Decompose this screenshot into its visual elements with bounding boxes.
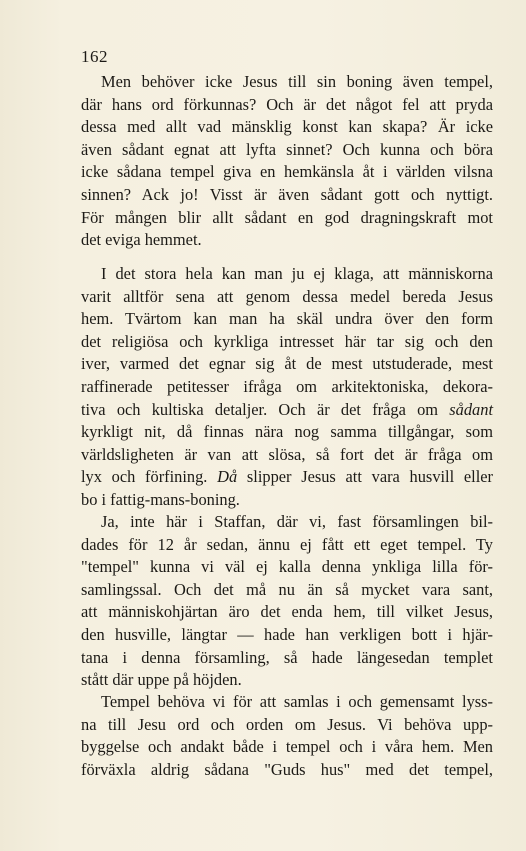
text-line: raffinerade petitesser ifråga om arkitektoniska, dekora- — [81, 376, 493, 396]
text-line: det religiösa och kyrkliga intresset här tar sig och den — [81, 331, 493, 351]
text-line — [81, 399, 493, 422]
emphasized-word: Då — [217, 467, 238, 487]
text-line: dessa med allt vad mänsklig konst kan skapa? Är icke — [81, 117, 493, 137]
text-line: na till Jesu ord och orden om Jesus. Vi behöva upp- — [81, 714, 493, 734]
paragraph-4 — [81, 691, 493, 781]
text-line: bo i fattig-mans-boning. — [81, 489, 240, 509]
emphasized-word: sådant — [449, 399, 493, 419]
text-line: dades för 12 år sedan, ännu ej fått ett eget tempel. Ty — [81, 534, 493, 554]
text-line: I det stora hela kan man ju ej klaga, att människorna — [101, 264, 493, 283]
text-line: byggelse och andakt både i tempel och i våra hem. Men — [81, 737, 493, 757]
text-line: sinnen? Ack jo! Visst är även sådant gott och nyttigt. — [81, 184, 493, 204]
text-line: varit alltför sena att genom dessa medel bereda Jesus — [81, 286, 493, 306]
text-line: tana i denna församling, så hade längesedan templet — [81, 647, 493, 667]
text-line — [81, 466, 493, 489]
text-run: slipper Jesus att vara husvill eller — [237, 467, 493, 487]
text-line: Ja, inte här i Staffan, där vi, fast församlingen bil- — [101, 512, 493, 531]
text-line: världsligheten är van att slösa, så fort det är fråga om — [81, 444, 493, 464]
text-line: även sådant egnat att lyfta sinnet? Och kunna och böra — [81, 139, 493, 159]
text-line: samlingssal. Och det må nu än så mycket vara sant, — [81, 579, 493, 599]
text-line: stått där uppe på höjden. — [81, 670, 242, 690]
text-line: det eviga hemmet. — [81, 230, 202, 250]
text-line: att människohjärtan äro det enda hem, till vilket Jesus, — [81, 602, 493, 622]
text-line: "tempel" kunna vi väl ej kalla denna ynkliga lilla för- — [81, 557, 493, 577]
text-line: den husville, längtar — hade han verkligen bott i hjär- — [81, 624, 493, 644]
paragraph-1 — [81, 71, 493, 252]
text-line: kyrkligt nit, då finnas nära nog samma tillgångar, som — [81, 422, 493, 442]
text-run: lyx och förfining. — [81, 467, 218, 487]
text-line: förväxla aldrig sådana "Guds hus" med det tempel, — [81, 759, 493, 779]
text-line: Tempel behöva vi för att samlas i och gemensamt lyss- — [101, 692, 493, 711]
paragraph-2 — [81, 263, 493, 512]
text-line: För mången blir allt sådant en god dragningskraft mot — [81, 207, 493, 227]
text-line: Men behöver icke Jesus till sin boning även tempel, — [101, 72, 493, 91]
text-line: där hans ord förkunnas? Och är det något fel att pryda — [81, 94, 493, 114]
text-line: icke sådana tempel giva en hemkänsla åt i världen vilsna — [81, 162, 493, 182]
text-line: iver, varmed det egnar sig åt de mest utstuderade, mest — [81, 354, 493, 374]
text-run: tiva och kultiska detaljer. Och är det fråga om — [81, 399, 450, 419]
page-number: 162 — [81, 47, 108, 66]
paragraph-3 — [81, 511, 493, 692]
text-line: hem. Tvärtom kan man ha skäl undra över den form — [81, 309, 493, 329]
